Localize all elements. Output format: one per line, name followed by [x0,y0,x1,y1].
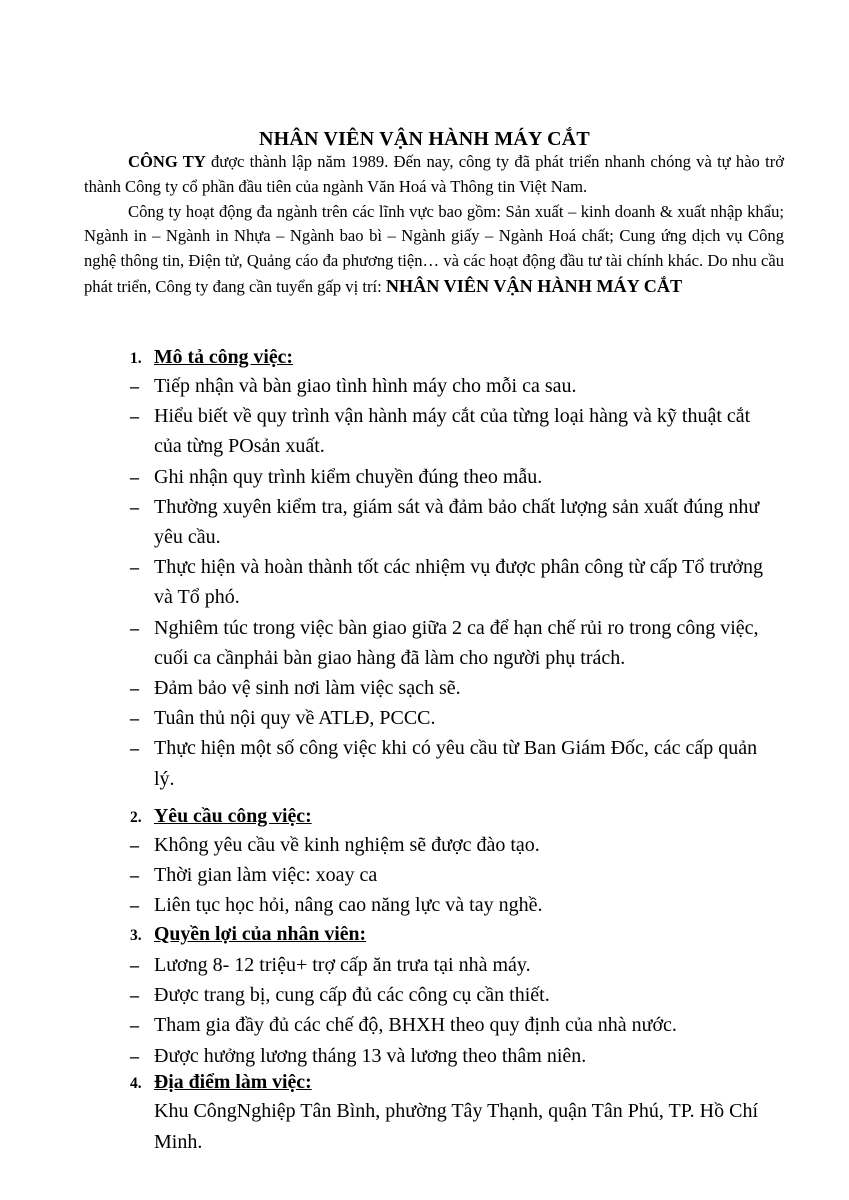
list-item: – Được hưởng lương tháng 13 và lương theo thâm niên. [130,1041,770,1071]
work-location-address: Khu CôngNghiệp Tân Bình, phường Tây Thạnh, quận Tân Phú, TP. Hồ Chí Minh. [154,1100,759,1153]
list-item: – Tham gia đầy đủ các chế độ, BHXH theo quy định của nhà nước. [130,1010,770,1040]
section-heading-job-requirements [130,802,312,832]
list-item: – Tiếp nhận và bàn giao tình hình máy cho mỗi ca sau. [130,371,770,401]
list-item: – Nghiêm túc trong việc bàn giao giữa 2 ca để hạn chế rủi ro trong công việc, cuối ca cầnphải bàn giao hàng đã làm cho người phụ trách. [130,613,770,673]
section-heading-employee-benefits [130,920,366,950]
position-name: NHÂN VIÊN VẬN HÀNH MÁY CẮT [385,275,683,296]
dash-bullet: – [130,466,139,487]
list-item: – Ghi nhận quy trình kiểm chuyền đúng theo mẫu. [130,462,770,492]
dash-bullet: – [130,496,139,517]
intro-paragraph-2 [84,200,784,300]
dash-bullet: – [130,617,139,638]
section-number: 2. [130,809,142,826]
list-item: – Lương 8- 12 triệu+ trợ cấp ăn trưa tại nhà máy. [130,950,770,980]
employee-benefits-list [130,950,770,1071]
list-item: – Thực hiện và hoàn thành tốt các nhiệm vụ được phân công từ cấp Tổ trưởng và Tổ phó. [130,552,770,612]
list-item: – Được trang bị, cung cấp đủ các công cụ cần thiết. [130,980,770,1010]
dash-bullet: – [130,708,139,729]
list-item: – Thường xuyên kiểm tra, giám sát và đảm bảo chất lượng sản xuất đúng như yêu cầu. [130,492,770,552]
intro-p1-text: được thành lập năm 1989. Đến nay, công ty đã phát triển nhanh chóng và tự hào trở thành Công ty cổ phần đầu tiên của ngành Văn Hoá và Thông tin Việt Nam. [84,152,784,196]
section-number: 3. [130,927,142,944]
section-label: Yêu cầu công việc: [154,805,312,827]
intro-p2-text: Công ty hoạt động đa ngành trên các lĩnh vực bao gồm: Sản xuất – kinh doanh & xuất nhập khẩu; Ngành in – Ngành in Nhựa – Ngành bao bì – Ngành giấy – Ngành Hoá chất; Cung ứng dịch vụ Công nghệ thông tin, Điện tử, Quảng cáo đa phương tiện… và các hoạt động đầu tư tài chính khác. Do nhu cầu phát triển, Công ty đang cần tuyển gấp vị trí: [84,201,784,296]
dash-bullet: – [130,835,139,855]
dash-bullet: – [130,955,139,975]
job-requirements-list [130,830,770,921]
job-description-list [130,371,770,794]
dash-bullet: – [130,865,139,886]
section-heading-job-description [130,343,293,373]
dash-bullet: – [130,895,139,916]
list-item: – Tuân thủ nội quy về ATLĐ, PCCC. [130,703,770,733]
list-item: – Thời gian làm việc: xoay ca [130,860,770,890]
list-item: – Hiểu biết về quy trình vận hành máy cắt của từng loại hàng và kỹ thuật cắt của từng POsản xuất. [130,401,770,461]
list-item: – Liên tục học hỏi, nâng cao năng lực và tay nghề. [130,890,770,920]
list-item: – Không yêu cầu về kinh nghiệm sẽ được đào tạo. [130,830,770,860]
dash-bullet: – [130,376,139,396]
section-heading-work-location [130,1068,312,1098]
dash-bullet: – [130,1015,139,1036]
section-label: Mô tả công việc: [154,346,293,368]
list-item: – Đảm bảo vệ sinh nơi làm việc sạch sẽ. [130,673,770,703]
dash-bullet: – [130,406,139,427]
section-number: 1. [130,350,142,367]
list-item: – Thực hiện một số công việc khi có yêu cầu từ Ban Giám Đốc, các cấp quản lý. [130,733,770,793]
company-label: CÔNG TY [128,152,206,171]
section-number: 4. [130,1075,142,1092]
dash-bullet: – [130,557,139,578]
dash-bullet: – [130,985,139,1006]
section-label: Địa điểm làm việc: [154,1071,312,1093]
dash-bullet: – [130,1045,139,1066]
dash-bullet: – [130,678,139,699]
intro [84,150,784,300]
section-label: Quyền lợi của nhân viên: [154,923,367,945]
dash-bullet: – [130,738,139,759]
intro-paragraph-1 [84,150,784,200]
document-title: NHÂN VIÊN VẬN HÀNH MÁY CẮT [259,128,590,150]
